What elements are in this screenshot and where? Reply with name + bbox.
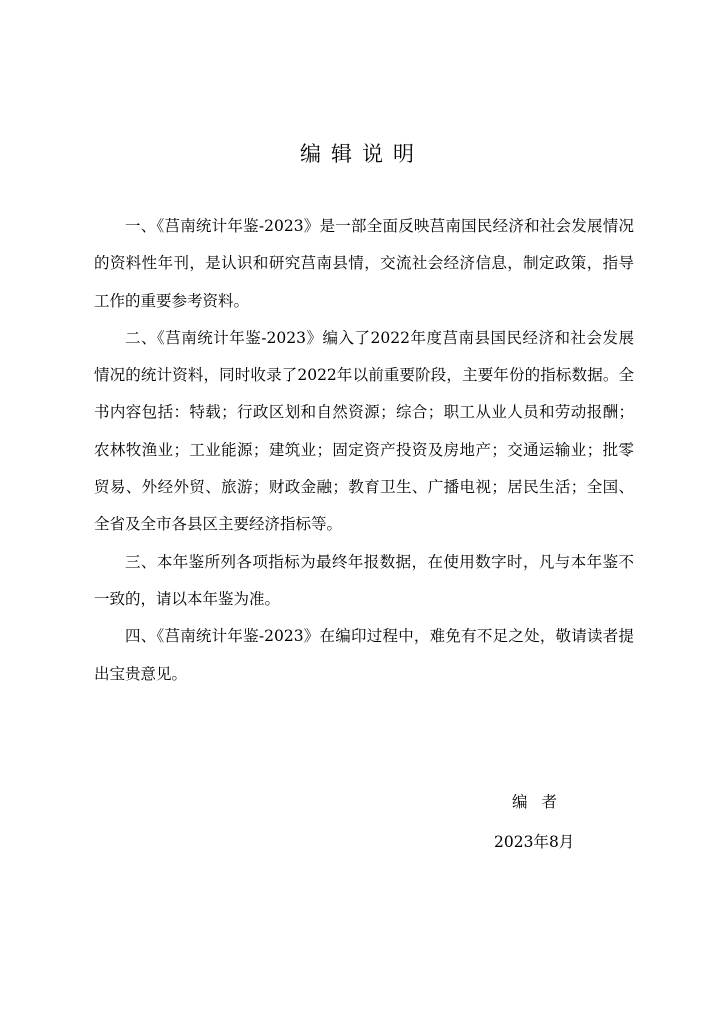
paragraph-3: 三、本年鉴所列各项指标为最终年报数据，在使用数字时，凡与本年鉴不一致的，请以本年鉴为准。 bbox=[94, 552, 634, 608]
paragraph-4: 四、《莒南统计年鉴-2023》在编印过程中，难免有不足之处，敬请读者提出宝贵意见。 bbox=[94, 627, 634, 683]
page-title: 编辑说明 bbox=[300, 142, 424, 167]
paragraph-1: 一、《莒南统计年鉴-2023》是一部全面反映莒南国民经济和社会发展情况的资料性年刊，是认识和研究莒南县情，交流社会经济信息，制定政策，指导工作的重要参考资料。 bbox=[94, 217, 634, 310]
signature-author: 编者 bbox=[512, 793, 572, 811]
paragraph-2: 二、《莒南统计年鉴-2023》编入了2022年度莒南县国民经济和社会发展情况的统计资料，同时收录了2022年以前重要阶段，主要年份的指标数据。全书内容包括：特载；行政区划和自然资源；综合；职工从业人员和劳动报酬；农林牧渔业；工业能源；建筑业；固定资产投资及房地产；交通运输业；批零贸易、外经外贸、旅游；财政金融；教育卫生、广播电视；居民生活；全国、全省及全市各县区主要经济指标等。 bbox=[94, 328, 634, 534]
document-body bbox=[94, 208, 634, 693]
signature-date: 2023年8月 bbox=[494, 833, 575, 851]
